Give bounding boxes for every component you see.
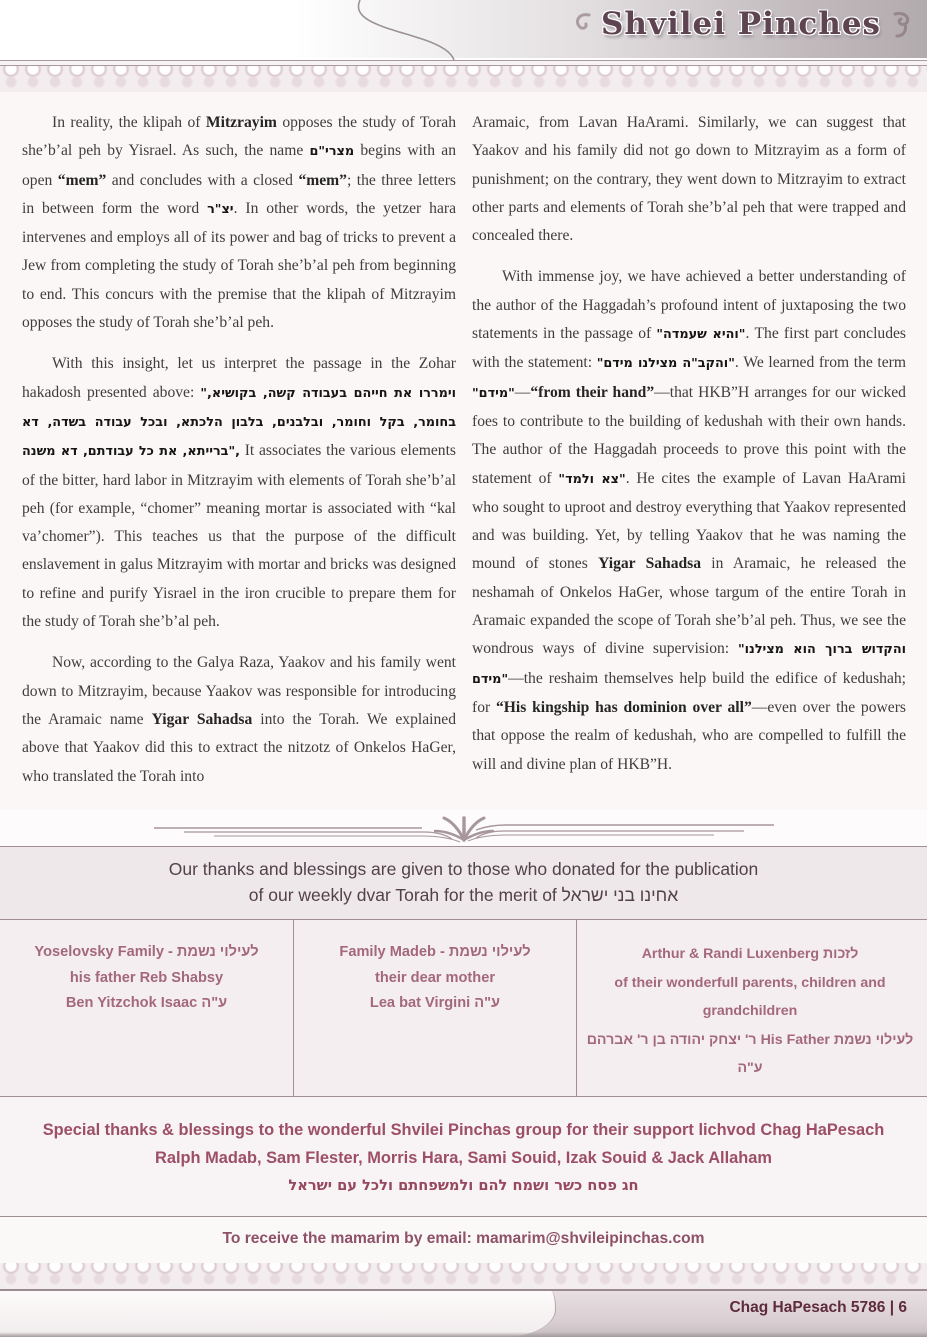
text-segment: It associates the various elements of the bitter, hard labor in Mitzrayim with elements of Torah she’b’al peh (for example, “chomer” meaning mortar is associated with “kal va’chomer”). This teaches us that the purpose of the difficult enslavement in galus Mitzrayim with mortar and bricks was designed to refine and purify Yisrael in the iron crucible to prepare them for the study of Torah she’b’al peh. [22, 442, 456, 631]
text-segment: In reality, the klipah of [52, 114, 206, 131]
paragraph [472, 263, 906, 778]
curl-right-icon [889, 9, 913, 39]
thanks-headline-line1: Our thanks and blessings are given to those who donated for the publication [168, 858, 759, 879]
footer-curve-shape [0, 1291, 556, 1337]
text-segment: “mem” [298, 171, 347, 189]
text-segment: and concludes with a closed [106, 171, 299, 189]
page-title: Shvilei Pinches [601, 6, 881, 42]
text-segment: Aramaic, from Lavan HaArami. Similarly, we can suggest that Yaakov and his family did not go down to Mitzrayim as a form of punishment; on the contrary, they went down to Mitzrayim to extract other parts and elements of Torah she’b’al peh that were trapped and concealed there. [472, 114, 906, 245]
email-line: To receive the mamarim by email: mamarim@shvileipinchas.com [0, 1217, 927, 1263]
donor-row [0, 920, 927, 1097]
hebrew-text-segment: "וימררו את חייהם בעבודה קשה, בקושיא, בחומר, בקל וחומר, ובלבנים, בלבון הלכתא, ובכל עבודה בשדה, דא ברייתא, את כל עבודתם, דא משנה", [22, 385, 457, 460]
page-number-label: Chag HaPesach 5786 | 6 [729, 1299, 907, 1317]
donor-line: Arthur & Randi Luxenberg לזכות [641, 946, 859, 963]
swoosh-curve-icon [330, 0, 480, 60]
text-segment: — [514, 383, 531, 401]
text-segment: Mitzrayim [205, 114, 277, 131]
text-segment: Yigar Sahadsa [151, 710, 253, 728]
text-segment: Now, according to the Galya Raza, Yaakov and his family went down to Mitzrayim, because Yaakov was responsible for introducing the Aramaic name [22, 654, 456, 728]
special-thanks-line2: Ralph Madab, Sam Flester, Morris Hara, Sami Souid, Izak Souid & Jack Allaham [155, 1149, 772, 1168]
paragraph [22, 649, 456, 790]
donor-cell-yoselovsky [0, 920, 293, 1096]
lace-border-bottom [0, 1263, 927, 1289]
hebrew-text-segment: יצ"ר [207, 201, 234, 217]
donor-line: their dear mother [374, 969, 496, 986]
text-segment: ; the three letters in between form the word [22, 171, 456, 217]
paragraph [22, 109, 456, 337]
donor-line: Lea bat Virgini ע"ה [369, 995, 501, 1012]
hebrew-text-segment: "והקב"ה מצילנו מידם" [596, 356, 735, 372]
masthead [571, 6, 913, 42]
text-segment: With immense joy, we have achieved a better understanding of the author of the Haggadah’s profound intent of juxtaposing the two statements in the passage of [472, 268, 906, 343]
text-segment: —the reshaim themselves help build the edifice of kedushah; for [472, 669, 906, 716]
special-thanks-line3: חג פסח כשר ושמח להם ולמשפחתם ולכל עם ישראל [288, 1177, 639, 1195]
text-segment: “from their hand” [530, 383, 655, 401]
donor-cell-madeb [293, 920, 577, 1096]
article-right-column [472, 109, 906, 804]
thanks-headline [0, 846, 927, 921]
text-segment: “mem” [57, 171, 107, 189]
article-left-column [22, 109, 456, 804]
hebrew-text-segment: "צא ולמד" [558, 471, 626, 487]
paragraph [22, 350, 456, 636]
special-thanks [0, 1097, 927, 1217]
text-segment: into the Torah. We explained above that Yaakov did this to extract the nitzotz of Onkelos HaGer, who translated the Torah into [22, 710, 457, 785]
text-segment: . We learned from the term [734, 354, 906, 372]
text-segment: —that HKB”H arranges for our wicked foes to contribute to the building of kedushah with their own hands. The author of the Haggadah proceeds to prove this point with the statement of [472, 383, 906, 487]
paragraph [472, 109, 906, 250]
text-segment: opposes the study of Torah she’b’al peh by Yisrael. As such, the name [22, 114, 457, 160]
text-segment: . In other words, the yetzer hara intervenes and employs all of its power and bag of tricks to prevent a Jew from completing the study of Torah she’b’al peh from beginning to end. This concurs with the premise that the klipah of Mitzrayim opposes the study of Torah she’b’al peh. [22, 199, 456, 332]
donor-line: his father Reb Shabsy [69, 969, 224, 986]
hebrew-text-segment: "מידם" [472, 385, 515, 401]
text-segment: Yigar Sahadsa [598, 555, 702, 573]
text-segment: . The first part concludes with the statement: [472, 325, 907, 372]
page-footer [0, 1289, 927, 1337]
text-segment: . He cites the example of Lavan HaArami who sought to uproot and destroy everything that Yaakov represented and was building. Yet, by telling Yaakov that he was naming the mound of stones [472, 469, 907, 573]
lace-border-top [0, 66, 927, 92]
hebrew-text-segment: מצרי"ם [309, 144, 355, 160]
hebrew-text-segment: "והיא שעמדה" [656, 327, 746, 343]
section-divider [0, 810, 927, 846]
donor-line: Family Madeb - לעילוי נשמת [339, 944, 531, 961]
curl-left-icon [571, 11, 593, 37]
thanks-headline-line2: of our weekly dvar Torah for the merit of אחינו בני ישראל [248, 885, 679, 906]
donor-line: Yoselovsky Family - לעילוי נשמת [34, 944, 259, 961]
text-segment: With this insight, let us interpret the passage in the Zohar hakadosh presented above: [22, 355, 456, 401]
donor-cell-luxenberg [577, 920, 923, 1096]
article [0, 92, 927, 810]
text-segment: in Aramaic, he released the neshamah of Onkelos HaGer, whose targum of the entire Torah in Aramaic expanded the scope of Torah she’b’al peh. Thus, we see the wondrous ways of divine supervision: [472, 555, 907, 658]
donor-line: of their wonderfull parents, children and grandchildren [614, 974, 886, 1020]
text-segment: begins with an open [22, 142, 456, 189]
text-segment: “His kingship has dominion over all” [495, 698, 752, 716]
donor-line: לעילוי נשמת His Father ר' יצחק יהודה בן ר' אברהם ע"ה [586, 1031, 914, 1076]
text-segment: —even over the powers that oppose the realm of kedushah, who are compelled to fulfill the will and divine plan of HKB”H. [472, 698, 906, 773]
fan-ornament-icon [154, 812, 774, 844]
donor-line: Ben Yitzchok Isaac ע"ה [65, 995, 228, 1012]
hebrew-text-segment: "והקדוש ברוך הוא מצילנו מידם" [472, 642, 906, 687]
page-header [0, 0, 927, 60]
special-thanks-line1: Special thanks & blessings to the wonderful Shvilei Pinchas group for their support lichvod Chag HaPesach [42, 1121, 885, 1140]
page-bottom-edge [0, 1332, 927, 1337]
